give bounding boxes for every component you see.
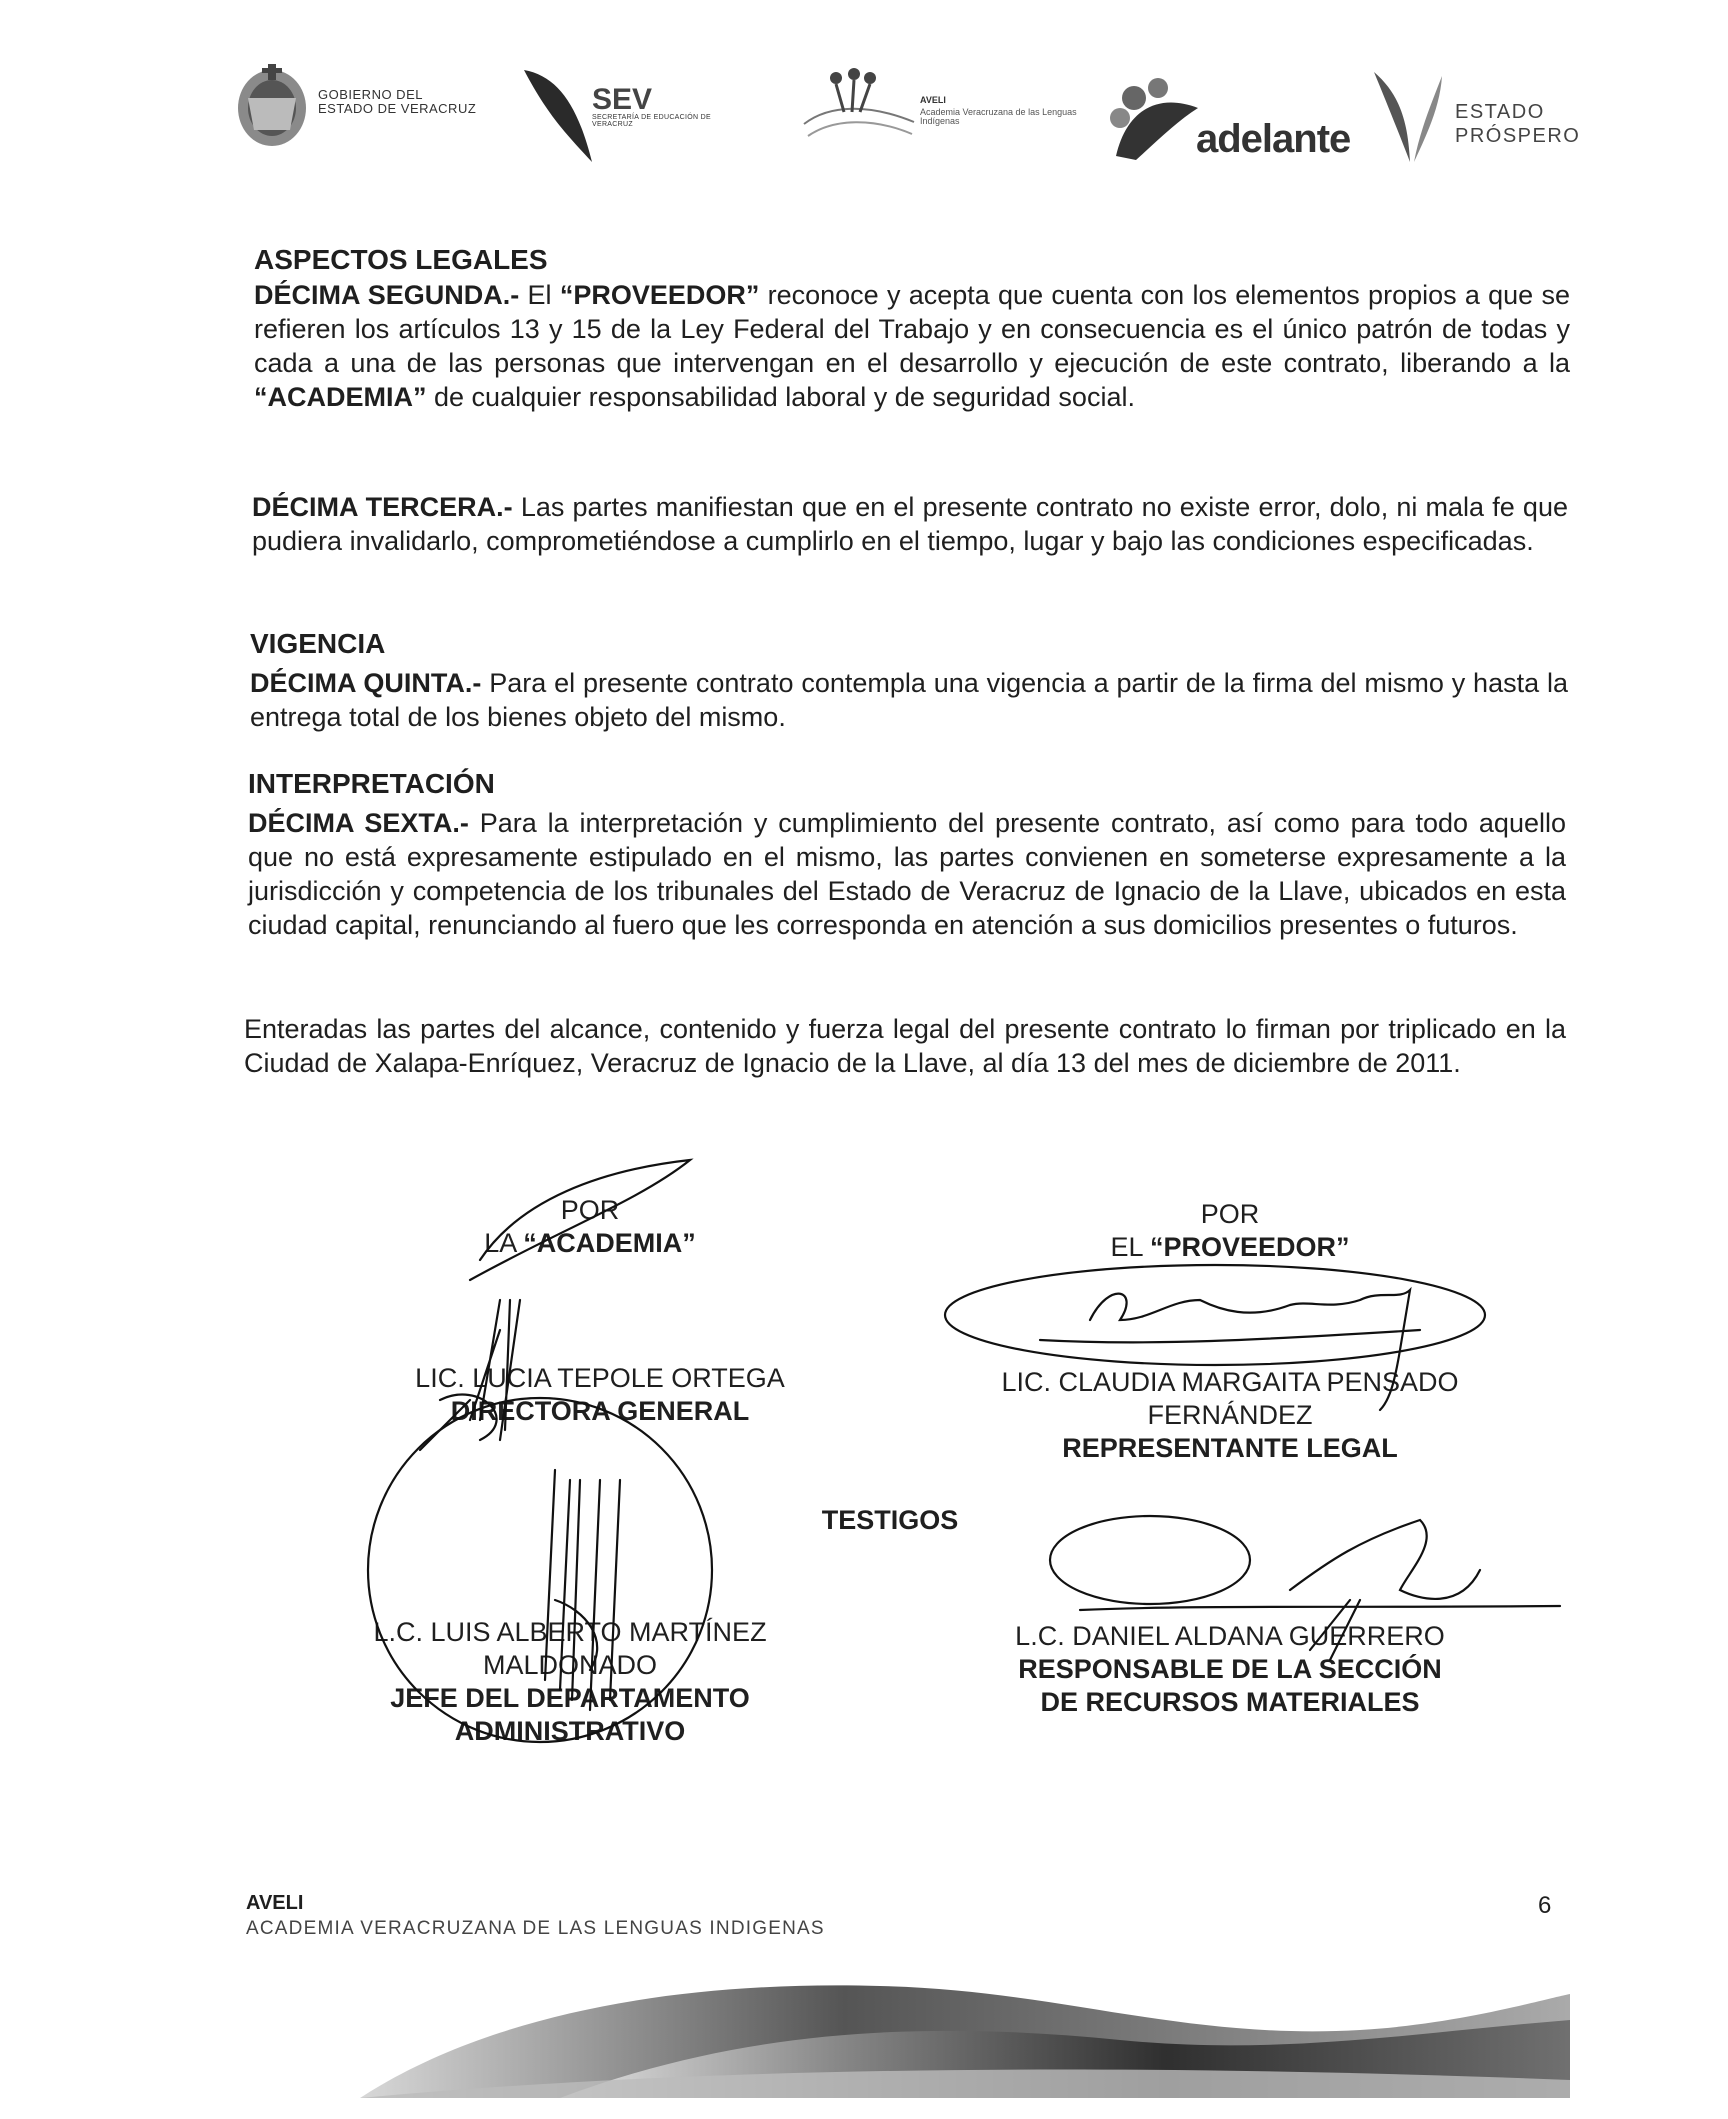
estado-prospero-logo-icon bbox=[1366, 66, 1450, 166]
witness2-block bbox=[960, 1620, 1500, 1719]
testigos-heading bbox=[790, 1504, 990, 1537]
estado-word: ESTADO bbox=[1455, 101, 1545, 123]
proveedor-por-block bbox=[1060, 1198, 1400, 1264]
academia-por: POR bbox=[560, 1195, 620, 1225]
footer-wave-decoration bbox=[360, 1960, 1570, 2100]
decima-tercera-label: DÉCIMA TERCERA.- bbox=[252, 492, 513, 522]
veracruz-coat-of-arms-icon bbox=[228, 58, 316, 148]
decima-segunda-proveedor: “PROVEEDOR” bbox=[559, 280, 760, 310]
sev-title: SEV bbox=[592, 83, 653, 116]
witness1-role-2: ADMINISTRATIVO bbox=[454, 1716, 686, 1746]
clausula-decima-quinta bbox=[250, 666, 1568, 734]
proveedor-signer-name-2: FERNÁNDEZ bbox=[1147, 1400, 1313, 1430]
proveedor-por: POR bbox=[1200, 1199, 1260, 1229]
gobierno-logo-text bbox=[318, 88, 476, 115]
aveli-logo-subtitle: Academia Veracruzana de las Lenguas Indígenas bbox=[920, 107, 1077, 127]
academia-name: “ACADEMIA” bbox=[523, 1228, 696, 1258]
decima-sexta-label: DÉCIMA SEXTA.- bbox=[248, 808, 469, 838]
decima-tercera-text: Las partes manifiestan que en el presente contrato no existe error, dolo, ni mala fe que pudiera invalidarlo, comprometiéndose a cumplirlo en el tiempo, lugar y bajo las condiciones especificadas. bbox=[252, 492, 1568, 556]
testigos-label: TESTIGOS bbox=[821, 1505, 959, 1535]
decima-segunda-label: DÉCIMA SEGUNDA.- bbox=[254, 280, 520, 310]
decima-segunda-text-3: de cualquier responsabilidad laboral y de seguridad social. bbox=[434, 382, 1135, 412]
proveedor-prefix: EL bbox=[1110, 1232, 1143, 1262]
proveedor-signer-name-1: LIC. CLAUDIA MARGAITA PENSADO bbox=[1001, 1367, 1459, 1397]
sev-logo-icon bbox=[518, 66, 598, 166]
closing-paragraph bbox=[244, 1012, 1566, 1080]
witness2-role-1: RESPONSABLE DE LA SECCIÓN bbox=[1018, 1654, 1442, 1684]
clausula-decima-segunda bbox=[254, 278, 1570, 414]
academia-por-block bbox=[440, 1194, 740, 1260]
vigencia-heading: VIGENCIA bbox=[250, 628, 386, 659]
academia-prefix: LA bbox=[484, 1228, 516, 1258]
prospero-word: PRÓSPERO bbox=[1455, 125, 1581, 147]
witness2-name: L.C. DANIEL ALDANA GUERRERO bbox=[1015, 1621, 1445, 1651]
proveedor-name: “PROVEEDOR” bbox=[1150, 1232, 1350, 1262]
decima-segunda-text-2: reconoce y acepta que cuenta con los elementos propios a que se refieren los artículos 13 y 15 de la Ley Federal del Trabajo y en consecuencia es el único patrón de todas y cada a una de las personas que intervengan en el desarrollo y ejecución de este contrato, liberando a la bbox=[254, 280, 1570, 378]
adelante-logo-text: adelante bbox=[1196, 117, 1351, 161]
gobierno-line1: GOBIERNO DEL bbox=[318, 87, 423, 102]
decima-segunda-text-1: El bbox=[527, 280, 552, 310]
clausula-decima-sexta bbox=[248, 806, 1566, 942]
academia-signer-name: LIC. LUCIA TEPOLE ORTEGA bbox=[415, 1363, 785, 1393]
witness1-block bbox=[330, 1616, 810, 1748]
gobierno-line2: ESTADO DE VERACRUZ bbox=[318, 100, 477, 116]
academia-signer-block bbox=[380, 1362, 820, 1428]
aspectos-legales-heading: ASPECTOS LEGALES bbox=[254, 244, 548, 275]
aveli-logo-icon bbox=[800, 64, 918, 144]
aveli-logo-title: AVELI bbox=[920, 95, 946, 105]
clausula-decima-tercera bbox=[252, 490, 1568, 558]
proveedor-signer-block bbox=[940, 1366, 1520, 1465]
witness1-role-1: JEFE DEL DEPARTAMENTO bbox=[390, 1683, 750, 1713]
decima-segunda-academia: “ACADEMIA” bbox=[254, 382, 427, 412]
adelante-logo-icon bbox=[1106, 72, 1202, 162]
page-number: 6 bbox=[1538, 1892, 1552, 1919]
footer-subtitle: ACADEMIA VERACRUZANA DE LAS LENGUAS INDIGENAS bbox=[246, 1918, 825, 1939]
estado-prospero-text bbox=[1455, 100, 1580, 148]
academia-signer-role: DIRECTORA GENERAL bbox=[450, 1396, 750, 1426]
decima-quinta-label: DÉCIMA QUINTA.- bbox=[250, 668, 482, 698]
decima-sexta-text: Para la interpretación y cumplimiento del presente contrato, así como para todo aquello que no está expresamente estipulado en el mismo, las partes convienen en someterse expresamente a la jurisdicción y competencia de los tribunales del Estado de Veracruz de Ignacio de la Llave, ubicados en esta ciudad capital, renunciando al fuero que les corresponda en atención a sus domicilios presentes o futuros. bbox=[248, 808, 1566, 940]
witness2-role-2: DE RECURSOS MATERIALES bbox=[1040, 1687, 1420, 1717]
interpretacion-heading: INTERPRETACIÓN bbox=[248, 768, 495, 799]
proveedor-signer-role: REPRESENTANTE LEGAL bbox=[1062, 1433, 1398, 1463]
witness1-name-1: L.C. LUIS ALBERTO MARTÍNEZ bbox=[373, 1617, 767, 1647]
witness1-name-2: MALDONADO bbox=[482, 1650, 658, 1680]
sev-subtitle: SECRETARÍA DE EDUCACIÓN DE VERACRUZ bbox=[592, 114, 711, 129]
footer-aveli: AVELI bbox=[246, 1892, 304, 1914]
decima-quinta-text: Para el presente contrato contempla una vigencia a partir de la firma del mismo y hasta la entrega total de los bienes objeto del mismo. bbox=[250, 668, 1568, 732]
closing-text: Enteradas las partes del alcance, contenido y fuerza legal del presente contrato lo firman por triplicado en la Ciudad de Xalapa-Enríquez, Veracruz de Ignacio de la Llave, al día 13 del mes de diciembre de 2011. bbox=[244, 1014, 1566, 1078]
